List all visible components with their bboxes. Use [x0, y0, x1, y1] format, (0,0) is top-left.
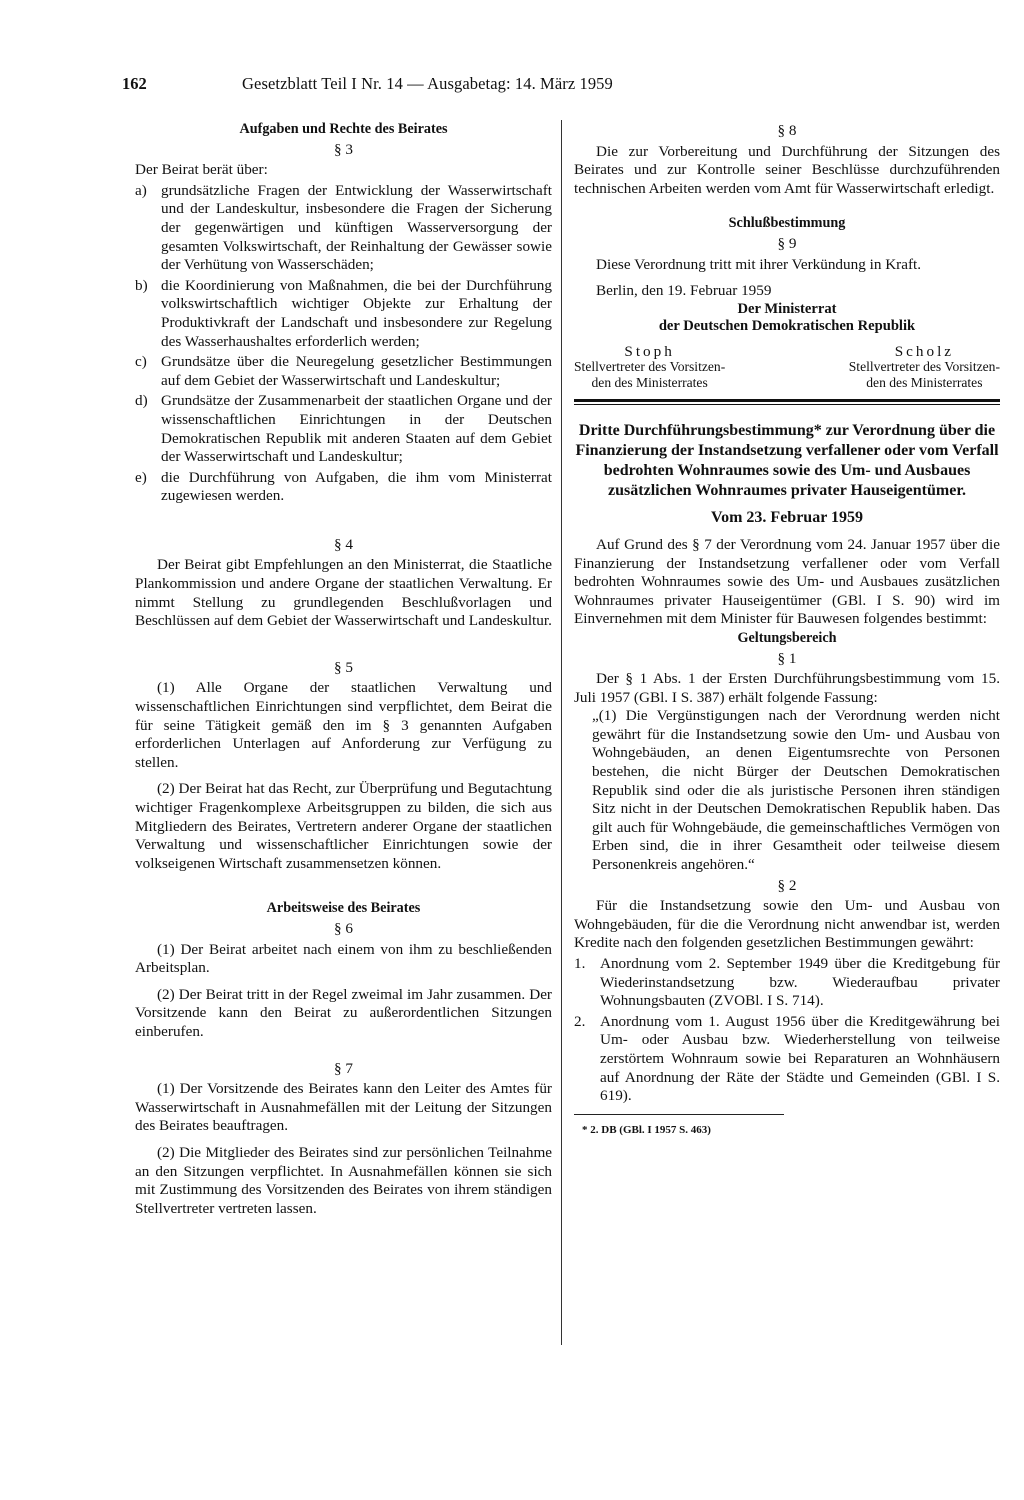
list-item: [574, 955, 1000, 1011]
running-title: Gesetzblatt Teil I Nr. 14 — Ausgabetag: 14. März 1959: [242, 74, 613, 93]
body-paragraph: (2) Die Mitglieder des Beirates sind zur persönlichen Teilnahme an den Sitzungen verpflichtet. In Ausnahmefällen können sie sich mit Zustimmung des Vorsitzenden des Beirates von ihrem ständigen Stellvertreter vertreten lassen.: [135, 1143, 552, 1217]
item-text: Grundsätze der Zusammenarbeit der staatlichen Organe und der wissenschaftlichen Einrichtungen in der Deutschen Demokratischen Republik mit anderen Staaten auf dem Gebiet der Wasserwirtschaft und Landeskultur;: [161, 392, 552, 466]
item-label: d): [135, 392, 148, 410]
council-caption: [574, 301, 1000, 336]
list-item: [135, 182, 552, 275]
body-paragraph: (1) Der Vorsitzende des Beirates kann den Leiter des Amtes für Wasserwirtschaft in Ausnahmefällen mit der Leitung der Sitzungen des Beirates beauftragen.: [135, 1080, 552, 1135]
body-paragraph: (1) Alle Organe der staatlichen Verwaltung und wissenschaftlichen Einrichtungen sind verpflichtet, dem Beirat die für seine Tätigkeit gemäß den im § 3 genannten Aufgaben erforderlichen Unterlagen auf Anforderung zur Verfügung zu stellen.: [135, 679, 552, 771]
item-list: [574, 955, 1000, 1106]
item-label: c): [135, 353, 147, 371]
list-item: [135, 353, 552, 390]
paragraph-number: § 9: [777, 234, 797, 252]
paragraph-number: § 7: [334, 1059, 353, 1077]
item-text: die Durchführung von Aufgaben, die ihm vom Ministerrat zugewiesen werden.: [161, 468, 552, 505]
section-heading: Arbeitsweise des Beirates: [266, 900, 421, 917]
right-column: [574, 120, 1000, 1139]
page-number: 162: [122, 74, 147, 93]
signatory-role: Stellvertreter des Vorsitzen-: [574, 359, 726, 375]
body-paragraph: Die zur Vorbereitung und Durchführung der Sitzungen des Beirates und zur Kontrolle seiner Beschlüsse durchzuführenden technischen Arbeiten werden vom Amt für Wasserwirtschaft erledigt.: [574, 142, 1000, 197]
section-heading: Geltungsbereich: [737, 629, 837, 646]
body-paragraph: (1) Der Beirat arbeitet nach einem von ihm zu beschließenden Arbeitsplan.: [135, 940, 552, 977]
signature-block: [574, 344, 1000, 391]
list-item: [574, 1013, 1000, 1106]
paragraph-number: § 1: [777, 649, 797, 667]
paragraph-number: § 5: [334, 658, 353, 676]
paragraph-number: § 8: [777, 122, 797, 139]
council-line: der Deutschen Demokratischen Republik: [658, 318, 916, 335]
section-heading: Aufgaben und Rechte des Beirates: [239, 121, 448, 137]
item-label: 2.: [574, 1012, 586, 1030]
signature-left: [574, 344, 725, 391]
item-text: Anordnung vom 1. August 1956 über die Kreditgewährung bei Um- oder Ausbau bzw. Wiederherstellung von teilweise zerstörtem Wohnraum sowie bei Reparaturen an Wohnhäusern auf Anordnung der Räte der Städte und Gemeinden (GBl. I S. 619).: [600, 1012, 1000, 1105]
item-label: a): [135, 181, 147, 199]
paragraph-number: § 3: [334, 140, 353, 158]
signatory-role: den des Ministerrates: [591, 374, 708, 390]
item-label: b): [135, 276, 148, 294]
paragraph-number: § 6: [334, 919, 353, 937]
footnote-rule: [574, 1114, 784, 1115]
date-line: Berlin, den 19. Februar 1959: [596, 282, 772, 300]
item-text: grundsätzliche Fragen der Entwicklung der Wasserwirtschaft und der Landeskultur, insbesondere die Fragen der Sicherung der gegenwärtigen und künftigen Wasserversorgung der gesamten Volkswirtschaft, der Reinhaltung der Gewässer sowie der Verhütung von Wasserschäden;: [161, 181, 552, 274]
body-paragraph: (2) Der Beirat tritt in der Regel zweimal im Jahr zusammen. Der Vorsitzende kann den Beirat zu außerordentlichen Sitzungen einberufen.: [135, 985, 552, 1040]
signature-right: [849, 344, 1000, 391]
document-title: Dritte Durchführungsbestimmung* zur Verordnung über die Finanzierung der Instandsetzung verfallener oder vom Verfall bedrohten Wohnraumes sowie des Um- und Ausbaues zusätzlichen Wohnraumes privater Hauseigentümer.: [575, 421, 999, 500]
signatory-name: Stoph: [624, 342, 675, 360]
document-date: Vom 23. Februar 1959: [711, 509, 863, 527]
council-line: Der Ministerrat: [737, 300, 837, 317]
signatory-role: Stellvertreter des Vorsitzen-: [848, 359, 1000, 375]
paragraph-intro: Der Beirat berät über:: [135, 161, 268, 179]
separator-thick: [574, 399, 1000, 402]
paragraph-number: § 4: [334, 535, 353, 553]
item-label: e): [135, 468, 147, 486]
item-text: die Koordinierung von Maßnahmen, die bei der Durchführung volkswirtschaftlich wichtiger Objekte zur Erhaltung der Produktivkraft der Landschaft und insbesondere zur Regelung des Wasserhaushaltes erforderlich werden;: [161, 276, 552, 350]
quoted-text: „(1) Die Vergünstigungen nach der Verordnung werden nicht gewährt für die Instandsetzung sowie den Um- und Ausbau von Wohngebäuden, an denen Eigentumsrechte von Personen bestehen, die nicht Bürger der Deutschen Demokratischen Republik sind oder die als juristische Personen ihren ständigen Sitz nicht in der Deutschen Demokratischen Republik haben. Das gilt auch für Wohngebäude, die gemeinschaftliches Vermögen von Erben sind, die in ihrer Gesamtheit oder teilweise diesem Personenkreis angehören.“: [592, 707, 1000, 874]
list-item: [135, 392, 552, 466]
body-paragraph: Diese Verordnung tritt mit ihrer Verkündung in Kraft.: [596, 255, 922, 273]
item-text: Grundsätze über die Neuregelung gesetzlicher Bestimmungen auf dem Gebiet der Wasserwirtschaft und Landeskultur;: [161, 353, 552, 389]
item-label: 1.: [574, 955, 586, 972]
item-list: [135, 182, 552, 506]
signatory-role: den des Ministerrates: [866, 374, 983, 390]
body-paragraph: Der Beirat gibt Empfehlungen an den Ministerrat, die Staatliche Plankommission und andere Organe der staatlichen Verwaltung. Er nimmt Stellung zu grundlegenden Beschlußvorlagen und Beschlüssen auf dem Gebiet der Wasserwirtschaft und Landeskultur.: [135, 556, 552, 630]
body-paragraph: Der § 1 Abs. 1 der Ersten Durchführungsbestimmung vom 15. Juli 1957 (GBl. I S. 387) erhält folgende Fassung:: [574, 670, 1000, 706]
signatory-name: Scholz: [894, 342, 955, 360]
section-heading: Schlußbestimmung: [728, 215, 846, 232]
preamble: Auf Grund des § 7 der Verordnung vom 24. Januar 1957 über die Finanzierung der Instandsetzung verfallener oder vom Verfall bedrohten Wohnraumes sowie des Um- und Ausbaues zusätzlichen Wohnraumes privater Hauseigentümer (GBl. I S. 90) wird im Einvernehmen mit dem Minister für Bauwesen folgendes bestimmt:: [574, 535, 1000, 628]
body-paragraph: Für die Instandsetzung sowie den Um- und Ausbau von Wohngebäuden, für die die Verordnung nicht anwendbar ist, werden Kredite nach den folgenden gesetzlichen Bestimmungen gewährt:: [574, 897, 1000, 952]
footnote: * 2. DB (GBl. I 1957 S. 463): [582, 1123, 711, 1136]
body-paragraph: (2) Der Beirat hat das Recht, zur Überprüfung und Begutachtung wichtiger Fragenkomplexe Arbeitsgruppen zu bilden, die sich aus Mitgliedern des Beirates, Vertretern anderer Organe der staatlichen Verwaltung und wissenschaftlicher Einrichtungen sowie der volkseigenen Wirtschaft zusammensetzen können.: [135, 780, 552, 872]
list-item: [135, 277, 552, 351]
left-column: [135, 120, 552, 1218]
item-text: Anordnung vom 2. September 1949 über die Kreditgebung für Wiederinstandsetzung bzw. Wiederaufbau privater Wohnungsbauten (ZVOBl. I S. 714).: [600, 955, 1000, 1010]
list-item: [135, 469, 552, 506]
paragraph-number: § 2: [777, 876, 797, 894]
column-divider: [561, 120, 562, 1345]
